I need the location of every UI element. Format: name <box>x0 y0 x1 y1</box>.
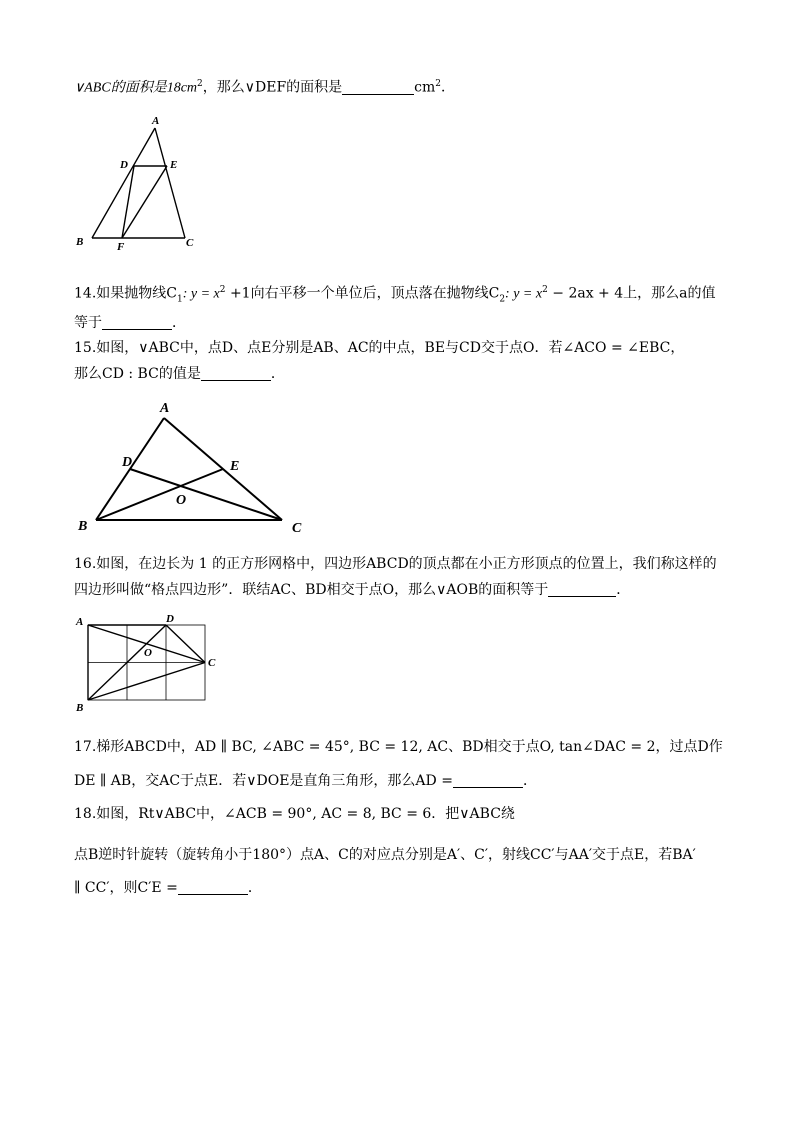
figure-15 <box>70 398 320 538</box>
q16-end: ． <box>616 582 631 598</box>
q18-text-3: ∥ CC′，则C′E = <box>74 880 178 896</box>
q17-line-1 <box>74 737 723 757</box>
fig13-label-a: A <box>152 115 160 127</box>
q18-text-1: 18.如图，Rt∨ABC中，∠ACB = 90°, AC = 8, BC = 6．把∨ABC绕 <box>74 806 515 822</box>
q16-text-1: 16.如图，在边长为 1 的正方形网格中，四边形ABCD的顶点都在小正方形顶点的位置上，我们称这样的 <box>74 556 717 572</box>
q17-line-2 <box>74 771 537 791</box>
q14-sup-2: 2 <box>542 285 548 295</box>
fig15-label-a: A <box>160 401 170 416</box>
fig13-label-c: C <box>186 237 194 249</box>
q15-text-2: 那么CD : BC的值是 <box>74 366 201 382</box>
q14-text-g: : y = x <box>505 286 543 302</box>
q18-line-3 <box>74 878 262 898</box>
q13-sup-1: 2 <box>197 79 203 89</box>
q15-line-1 <box>74 338 684 358</box>
q13-text-2: ，那么∨DEF的面积是 <box>202 79 343 96</box>
q18-line-2 <box>74 845 696 865</box>
q15-blank[interactable] <box>201 366 271 381</box>
q18-line-1 <box>74 804 515 824</box>
fig15-label-d: D <box>122 455 133 470</box>
q14-text-2: 等于 <box>74 315 102 331</box>
q14-text-a: 14.如果抛物线C <box>74 285 177 302</box>
q18-blank[interactable] <box>178 880 248 895</box>
q13-line <box>74 74 455 99</box>
q14-sup-1: 2 <box>219 285 226 295</box>
q13-unit: cm <box>414 79 436 96</box>
q14-line-2 <box>74 313 186 333</box>
fig13-label-f: F <box>117 241 125 253</box>
q16-line-2 <box>74 580 630 600</box>
q18-text-2: 点B逆时针旋转（旋转角小于180°）点A、C的对应点分别是A′、C′，射线CC′与AA′交于点E，若BA′ <box>74 847 696 863</box>
q14-end: ． <box>172 315 186 331</box>
fig16-label-o: O <box>144 647 152 659</box>
q14-text-e: +1向右平移一个单位后，顶点落在抛物线C <box>225 285 500 302</box>
q14-blank[interactable] <box>102 315 172 330</box>
q16-text-2: 四边形叫做“格点四边形”．联结AC、BD相交于点O，那么∨AOB的面积等于 <box>74 582 549 598</box>
q13-end: ． <box>441 79 456 96</box>
fig15-label-b: B <box>78 519 88 534</box>
q14-text-i: − 2ax + 4上，那么a的值 <box>547 285 716 302</box>
q14-line-1 <box>74 280 716 309</box>
q16-blank[interactable] <box>548 582 616 597</box>
fig16-label-d: D <box>166 613 174 625</box>
fig16-label-b: B <box>76 702 84 714</box>
figure-16 <box>72 612 232 717</box>
q14-text-c: : y = x <box>182 286 220 302</box>
q13-sup-2: 2 <box>435 79 442 89</box>
q17-text-2: DE ∥ AB，交AC于点E．若∨DOE是直角三角形，那么AD = <box>74 773 453 789</box>
fig15-label-o: O <box>176 493 187 508</box>
q17-end: ． <box>522 773 537 789</box>
q16-line-1 <box>74 554 717 574</box>
q13-text-1: ∨ABC的面积是18cm <box>74 80 198 96</box>
fig13-label-b: B <box>76 236 84 248</box>
q15-line-2 <box>74 364 285 384</box>
fig16-label-c: C <box>208 657 216 669</box>
fig16-label-a: A <box>76 616 84 628</box>
q13-blank[interactable] <box>342 80 414 95</box>
q17-text-1: 17.梯形ABCD中，AD ∥ BC, ∠ABC = 45°, BC = 12, AC、BD相交于点O, tan∠DAC = 2，过点D作 <box>74 739 723 755</box>
fig15-label-e: E <box>230 459 240 474</box>
q17-blank[interactable] <box>453 773 523 788</box>
fig15-label-c: C <box>292 521 302 536</box>
q15-text-1: 15.如图，∨ABC中，点D、点E分别是AB、AC的中点，BE与CD交于点O．若∠ACO = ∠EBC， <box>74 340 685 356</box>
figure-13 <box>70 110 210 260</box>
fig13-label-d: D <box>120 159 128 171</box>
q18-end: ． <box>247 880 262 896</box>
q14-sub-1: 1 <box>176 294 183 305</box>
q15-end: ． <box>270 366 285 382</box>
q14-sub-2: 2 <box>499 294 506 305</box>
fig13-label-e: E <box>170 159 178 171</box>
